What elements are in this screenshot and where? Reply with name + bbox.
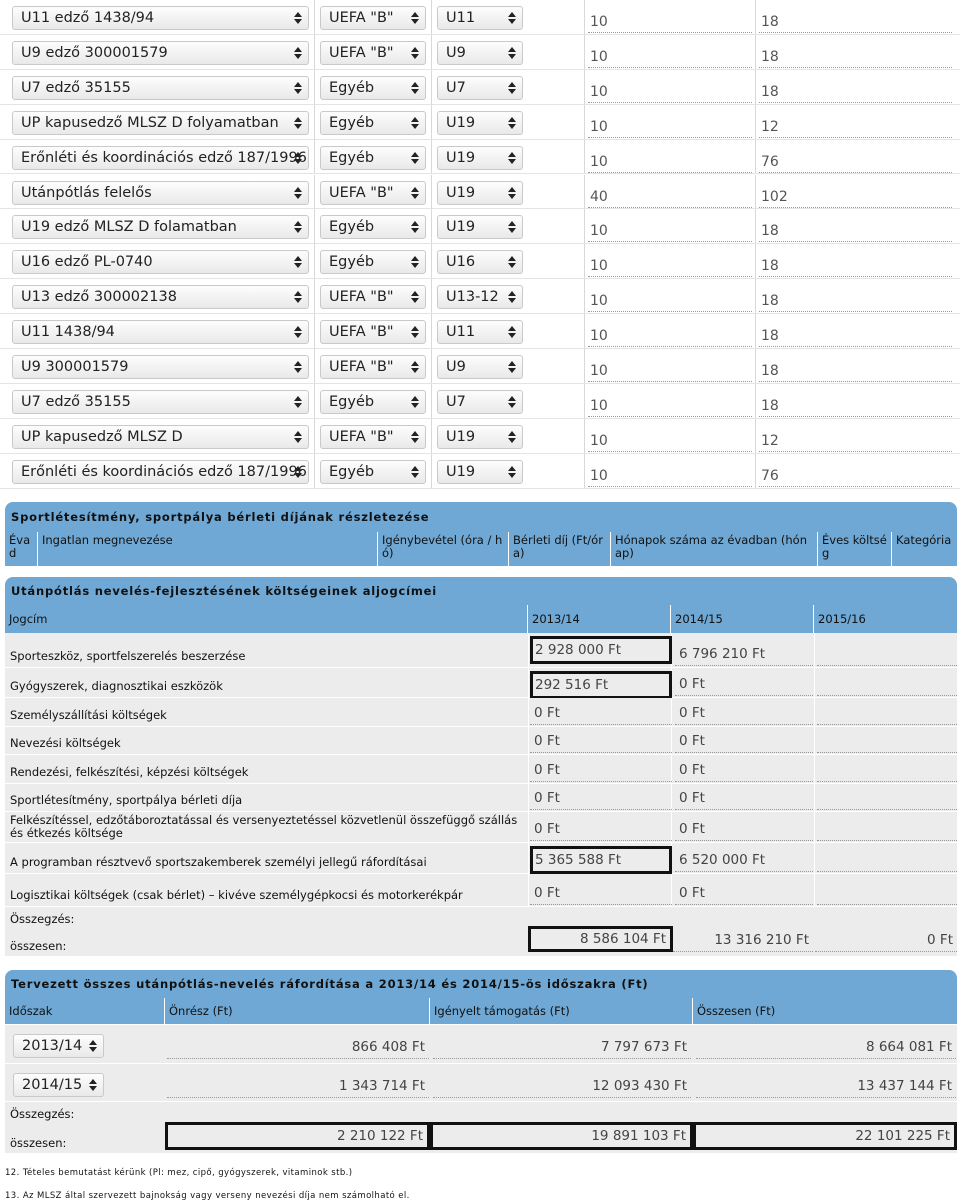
chevron-updown-icon bbox=[508, 11, 516, 25]
rate-input[interactable]: 12 bbox=[759, 117, 952, 138]
role-select-value: U11 edző 1438/94 bbox=[21, 10, 155, 26]
chevron-updown-icon bbox=[411, 465, 419, 479]
age-group-select[interactable] bbox=[437, 6, 523, 30]
license-select[interactable] bbox=[320, 76, 426, 100]
age-group-select[interactable] bbox=[437, 111, 523, 135]
coach-row bbox=[0, 419, 960, 454]
license-select-value: UEFA "B" bbox=[329, 324, 394, 341]
costs-header-2015: 2015/16 bbox=[814, 605, 957, 633]
cost-2015-input[interactable] bbox=[817, 788, 957, 810]
chevron-updown-icon bbox=[294, 220, 302, 234]
chevron-updown-icon bbox=[508, 220, 516, 234]
planned-total-sum: 22 101 225 Ft bbox=[693, 1122, 957, 1150]
planned-total-label: összesen: bbox=[10, 1136, 67, 1150]
license-select-value: Egyéb bbox=[329, 149, 375, 166]
chevron-updown-icon bbox=[411, 46, 419, 60]
hours-input[interactable]: 10 bbox=[588, 117, 752, 138]
cost-2014-input[interactable]: 0 Ft bbox=[675, 731, 813, 753]
period-select[interactable] bbox=[13, 1073, 104, 1097]
age-group-select[interactable] bbox=[437, 285, 523, 309]
age-group-select[interactable] bbox=[437, 181, 523, 205]
planned-header-period: Időszak bbox=[5, 998, 165, 1024]
rate-input[interactable]: 76 bbox=[759, 152, 952, 173]
hours-input[interactable]: 10 bbox=[588, 466, 752, 487]
planned-summary-label: Összegzés: bbox=[10, 1107, 75, 1121]
cost-2013-input[interactable]: 0 Ft bbox=[530, 760, 672, 782]
cost-2014-input[interactable]: 0 Ft bbox=[675, 703, 813, 725]
license-select[interactable] bbox=[320, 215, 426, 239]
age-group-select[interactable] bbox=[437, 76, 523, 100]
cost-row bbox=[5, 812, 957, 843]
cost-2015-input[interactable] bbox=[817, 703, 957, 725]
footnote-13: 13. Az MLSZ által szervezett bajnokság vagy verseny nevezési díja nem számolható el. bbox=[5, 1191, 410, 1201]
cost-row bbox=[5, 633, 957, 668]
age-group-select-value: U7 bbox=[446, 393, 466, 410]
cost-2013-input[interactable]: 2 928 000 Ft bbox=[530, 636, 672, 664]
coach-row bbox=[0, 454, 960, 489]
facility-header-months: Hónapok száma az évadban (hónap) bbox=[611, 532, 818, 566]
rate-input[interactable]: 18 bbox=[759, 396, 952, 417]
chevron-updown-icon bbox=[508, 465, 516, 479]
role-select[interactable] bbox=[12, 460, 309, 484]
rate-input[interactable]: 12 bbox=[759, 431, 952, 452]
facility-header-annual-cost: Éves költség bbox=[818, 532, 892, 566]
chevron-updown-icon bbox=[508, 360, 516, 374]
cost-2014-input[interactable]: 0 Ft bbox=[675, 760, 813, 782]
age-group-select[interactable] bbox=[437, 425, 523, 449]
role-select[interactable] bbox=[12, 76, 309, 100]
facility-section-title: Sportlétesítmény, sportpálya bérleti díjának részletezése bbox=[5, 502, 957, 532]
age-group-select-value: U16 bbox=[446, 254, 476, 271]
hours-input[interactable]: 10 bbox=[588, 82, 752, 103]
age-group-select-value: U9 bbox=[446, 44, 466, 61]
costs-header-jogcim: Jogcím bbox=[5, 605, 528, 633]
role-select[interactable] bbox=[12, 425, 309, 449]
cost-row bbox=[5, 874, 957, 907]
facility-header-season: Évad bbox=[5, 532, 38, 566]
rate-input[interactable]: 76 bbox=[759, 466, 952, 487]
rate-input[interactable]: 18 bbox=[759, 361, 952, 382]
planned-total-own: 2 210 122 Ft bbox=[165, 1122, 430, 1150]
coach-row bbox=[0, 209, 960, 244]
chevron-updown-icon bbox=[411, 11, 419, 25]
cost-2014-input[interactable]: 0 Ft bbox=[675, 674, 813, 696]
role-select-value: U9 edző 300001579 bbox=[21, 44, 168, 61]
role-select-value: Erőnléti és koordinációs edző 187/1996 bbox=[21, 149, 307, 166]
hours-input[interactable]: 10 bbox=[588, 256, 752, 277]
role-select-value: U7 edző 35155 bbox=[21, 393, 131, 410]
age-group-select[interactable] bbox=[437, 146, 523, 170]
cost-row-label: A programban résztvevő sportszakemberek személyi jellegű ráfordításai bbox=[10, 855, 427, 869]
hours-input[interactable]: 10 bbox=[588, 221, 752, 242]
planned-header-row bbox=[5, 998, 957, 1024]
costs-summary-label: Összegzés: bbox=[10, 912, 75, 926]
license-select-value: Egyéb bbox=[329, 79, 375, 96]
rate-input[interactable]: 18 bbox=[759, 12, 952, 33]
cost-row bbox=[5, 668, 957, 698]
age-group-select-value: U11 bbox=[446, 10, 476, 26]
costs-header-row bbox=[5, 605, 957, 633]
coach-row bbox=[0, 35, 960, 70]
chevron-updown-icon bbox=[294, 151, 302, 165]
cost-2013-input[interactable]: 292 516 Ft bbox=[530, 671, 672, 699]
chevron-updown-icon bbox=[411, 186, 419, 200]
chevron-updown-icon bbox=[89, 1039, 97, 1053]
chevron-updown-icon bbox=[508, 81, 516, 95]
cost-row-label: Nevezési költségek bbox=[10, 736, 121, 750]
cost-2013-input[interactable]: 0 Ft bbox=[530, 788, 672, 810]
age-group-select[interactable] bbox=[437, 320, 523, 344]
role-select[interactable] bbox=[12, 6, 309, 30]
cost-2013-input[interactable]: 0 Ft bbox=[530, 731, 672, 753]
cost-2014-input[interactable]: 6 796 210 Ft bbox=[675, 644, 813, 666]
role-select[interactable] bbox=[12, 111, 309, 135]
cost-2014-input[interactable]: 0 Ft bbox=[675, 819, 813, 841]
hours-input[interactable]: 10 bbox=[588, 291, 752, 312]
cost-row-label: Felkészítéssel, edzőtáboroztatással és versenyeztetéssel közvetlenül összefüggő szállás és étkezés költsége bbox=[10, 813, 518, 840]
cost-row bbox=[5, 843, 957, 874]
age-group-select[interactable] bbox=[437, 250, 523, 274]
chevron-updown-icon bbox=[411, 360, 419, 374]
role-select-value: U16 edző PL-0740 bbox=[21, 254, 153, 271]
cost-2015-input[interactable] bbox=[817, 850, 957, 872]
own-contribution-input[interactable]: 866 408 Ft bbox=[167, 1037, 429, 1059]
facility-header-rent: Bérleti díj (Ft/óra) bbox=[509, 532, 611, 566]
cost-2014-input[interactable]: 6 520 000 Ft bbox=[675, 850, 813, 872]
age-group-select-value: U7 bbox=[446, 79, 466, 96]
license-select-value: UEFA "B" bbox=[329, 44, 394, 61]
age-group-select-value: U19 bbox=[446, 463, 476, 480]
cost-row-label: Személyszállítási költségek bbox=[10, 708, 167, 722]
chevron-updown-icon bbox=[294, 395, 302, 409]
coach-row bbox=[0, 0, 960, 35]
license-select-value: Egyéb bbox=[329, 393, 375, 410]
chevron-updown-icon bbox=[294, 430, 302, 444]
hours-input[interactable]: 10 bbox=[588, 326, 752, 347]
requested-support-input[interactable]: 7 797 673 Ft bbox=[433, 1037, 691, 1059]
role-select-value: U9 300001579 bbox=[21, 359, 129, 375]
cost-2013-input[interactable]: 5 365 588 Ft bbox=[530, 846, 672, 874]
age-group-select-value: U19 bbox=[446, 149, 476, 166]
footnote-12: 12. Tételes bemutatást kérünk (Pl: mez, cipő, gyógyszerek, vitaminok stb.) bbox=[5, 1168, 353, 1178]
license-select[interactable] bbox=[320, 111, 426, 135]
cost-2015-input[interactable] bbox=[817, 731, 957, 753]
chevron-updown-icon bbox=[294, 186, 302, 200]
chevron-updown-icon bbox=[294, 325, 302, 339]
chevron-updown-icon bbox=[411, 430, 419, 444]
license-select[interactable] bbox=[320, 146, 426, 170]
cost-row bbox=[5, 698, 957, 727]
coach-row bbox=[0, 314, 960, 349]
requested-support-input[interactable]: 12 093 430 Ft bbox=[433, 1076, 691, 1098]
coach-row bbox=[0, 384, 960, 419]
costs-summary-row bbox=[5, 907, 957, 957]
role-select-value: U19 edző MLSZ D folamatban bbox=[21, 219, 237, 236]
license-select-value: Egyéb bbox=[329, 463, 375, 480]
license-select[interactable] bbox=[320, 6, 426, 30]
chevron-updown-icon bbox=[508, 430, 516, 444]
chevron-updown-icon bbox=[411, 255, 419, 269]
license-select[interactable] bbox=[320, 425, 426, 449]
cost-row bbox=[5, 755, 957, 784]
costs-total-2013: 8 586 104 Ft bbox=[528, 926, 673, 952]
license-select[interactable] bbox=[320, 250, 426, 274]
role-select[interactable] bbox=[12, 250, 309, 274]
costs-total-2015: 0 Ft bbox=[815, 930, 957, 952]
license-select[interactable] bbox=[320, 181, 426, 205]
facility-header-property: Ingatlan megnevezése bbox=[38, 532, 378, 566]
chevron-updown-icon bbox=[508, 116, 516, 130]
license-select[interactable] bbox=[320, 390, 426, 414]
age-group-select-value: U19 bbox=[446, 219, 476, 236]
facility-header-category: Kategória bbox=[892, 532, 957, 566]
role-select[interactable] bbox=[12, 146, 309, 170]
license-select-value: UEFA "B" bbox=[329, 428, 394, 445]
cost-row bbox=[5, 727, 957, 755]
planned-summary-row bbox=[5, 1102, 957, 1154]
chevron-updown-icon bbox=[411, 151, 419, 165]
chevron-updown-icon bbox=[411, 290, 419, 304]
license-select-value: UEFA "B" bbox=[329, 289, 394, 306]
hours-input[interactable]: 10 bbox=[588, 47, 752, 68]
chevron-updown-icon bbox=[294, 11, 302, 25]
coach-row bbox=[0, 279, 960, 314]
period-select-value: 2014/15 bbox=[22, 1077, 83, 1093]
chevron-updown-icon bbox=[508, 395, 516, 409]
cost-2015-input[interactable] bbox=[817, 674, 957, 696]
planned-total-requested: 19 891 103 Ft bbox=[430, 1122, 693, 1150]
planned-total-input[interactable]: 13 437 144 Ft bbox=[696, 1076, 956, 1098]
cost-2015-input[interactable] bbox=[817, 644, 957, 666]
cost-row-label: Logisztikai költségek (csak bérlet) – kivéve személygépkocsi és motorkerékpár bbox=[10, 888, 463, 902]
role-select-value: UP kapusedző MLSZ D bbox=[21, 428, 183, 445]
chevron-updown-icon bbox=[89, 1078, 97, 1092]
license-select[interactable] bbox=[320, 285, 426, 309]
cost-2015-input[interactable] bbox=[817, 819, 957, 841]
license-select-value: Egyéb bbox=[329, 114, 375, 131]
age-group-select[interactable] bbox=[437, 41, 523, 65]
role-select-value: UP kapusedző MLSZ D folyamatban bbox=[21, 114, 279, 131]
costs-total-label: összesen: bbox=[10, 939, 67, 953]
rate-input[interactable]: 18 bbox=[759, 82, 952, 103]
chevron-updown-icon bbox=[294, 46, 302, 60]
costs-total-2014: 13 316 210 Ft bbox=[673, 930, 813, 952]
cost-row-label: Sporteszköz, sportfelszerelés beszerzése bbox=[10, 649, 246, 663]
chevron-updown-icon bbox=[508, 46, 516, 60]
coach-row bbox=[0, 140, 960, 175]
coach-row bbox=[0, 349, 960, 384]
hours-input[interactable]: 10 bbox=[588, 396, 752, 417]
costs-header-2013: 2013/14 bbox=[528, 605, 671, 633]
role-select-value: U7 edző 35155 bbox=[21, 79, 131, 96]
age-group-select[interactable] bbox=[437, 390, 523, 414]
role-select[interactable] bbox=[12, 181, 309, 205]
facility-header-usage: Igénybevétel (óra / hó) bbox=[378, 532, 509, 566]
chevron-updown-icon bbox=[294, 81, 302, 95]
cost-2015-input[interactable] bbox=[817, 760, 957, 782]
license-select[interactable] bbox=[320, 320, 426, 344]
rate-input[interactable]: 18 bbox=[759, 221, 952, 242]
role-select-value: U13 edző 300002138 bbox=[21, 289, 177, 306]
rate-input[interactable]: 18 bbox=[759, 47, 952, 68]
chevron-updown-icon bbox=[294, 360, 302, 374]
planned-header-requested: Igényelt támogatás (Ft) bbox=[430, 998, 693, 1024]
age-group-select[interactable] bbox=[437, 215, 523, 239]
age-group-select-value: U11 bbox=[446, 324, 476, 341]
chevron-updown-icon bbox=[411, 325, 419, 339]
facility-header-row bbox=[5, 532, 957, 566]
license-select-value: UEFA "B" bbox=[329, 10, 394, 26]
planned-header-own: Önrész (Ft) bbox=[165, 998, 430, 1024]
role-select[interactable] bbox=[12, 41, 309, 65]
chevron-updown-icon bbox=[294, 465, 302, 479]
cost-2013-input[interactable]: 0 Ft bbox=[530, 703, 672, 725]
rate-input[interactable]: 18 bbox=[759, 256, 952, 277]
cost-row bbox=[5, 784, 957, 812]
cost-2014-input[interactable]: 0 Ft bbox=[675, 788, 813, 810]
coach-row bbox=[0, 175, 960, 210]
costs-header-2014: 2014/15 bbox=[671, 605, 814, 633]
age-group-select[interactable] bbox=[437, 460, 523, 484]
age-group-select-value: U19 bbox=[446, 114, 476, 131]
chevron-updown-icon bbox=[411, 220, 419, 234]
planned-row bbox=[5, 1064, 957, 1102]
chevron-updown-icon bbox=[294, 290, 302, 304]
planned-total-input[interactable]: 8 664 081 Ft bbox=[696, 1037, 956, 1059]
role-select-value: U11 1438/94 bbox=[21, 324, 115, 341]
license-select[interactable] bbox=[320, 460, 426, 484]
role-select[interactable] bbox=[12, 215, 309, 239]
hours-input[interactable]: 10 bbox=[588, 152, 752, 173]
hours-input[interactable]: 40 bbox=[588, 187, 752, 208]
age-group-select-value: U13-12 bbox=[446, 289, 499, 306]
license-select[interactable] bbox=[320, 41, 426, 65]
age-group-select-value: U19 bbox=[446, 184, 476, 201]
chevron-updown-icon bbox=[411, 81, 419, 95]
planned-header-total: Összesen (Ft) bbox=[693, 998, 957, 1024]
age-group-select-value: U19 bbox=[446, 428, 476, 445]
chevron-updown-icon bbox=[411, 116, 419, 130]
own-contribution-input[interactable]: 1 343 714 Ft bbox=[167, 1076, 429, 1098]
coach-row bbox=[0, 105, 960, 140]
cost-row-label: Rendezési, felkészítési, képzési költségek bbox=[10, 765, 249, 779]
age-group-select[interactable] bbox=[437, 355, 523, 379]
role-select[interactable] bbox=[12, 390, 309, 414]
cost-row-label: Sportlétesítmény, sportpálya bérleti díja bbox=[10, 793, 243, 807]
role-select[interactable] bbox=[12, 355, 309, 379]
rate-input[interactable]: 18 bbox=[759, 326, 952, 347]
role-select[interactable] bbox=[12, 285, 309, 309]
chevron-updown-icon bbox=[508, 186, 516, 200]
hours-input[interactable]: 10 bbox=[588, 12, 752, 33]
coach-row bbox=[0, 70, 960, 105]
license-select-value: Egyéb bbox=[329, 219, 375, 236]
coach-row bbox=[0, 244, 960, 279]
license-select-value: UEFA "B" bbox=[329, 184, 394, 201]
license-select[interactable] bbox=[320, 355, 426, 379]
chevron-updown-icon bbox=[294, 255, 302, 269]
rate-input[interactable]: 18 bbox=[759, 291, 952, 312]
role-select-value: Erőnléti és koordinációs edző 187/1996 bbox=[21, 463, 307, 480]
period-select-value: 2013/14 bbox=[22, 1038, 83, 1054]
license-select-value: UEFA "B" bbox=[329, 359, 394, 375]
cost-row-label: Gyógyszerek, diagnosztikai eszközök bbox=[10, 679, 223, 693]
chevron-updown-icon bbox=[508, 325, 516, 339]
rate-input[interactable]: 102 bbox=[759, 187, 952, 208]
planned-row bbox=[5, 1025, 957, 1064]
license-select-value: Egyéb bbox=[329, 254, 375, 271]
costs-section-title: Utánpótlás nevelés-fejlesztésének költségeinek aljogcímei bbox=[5, 577, 957, 605]
cost-2013-input[interactable]: 0 Ft bbox=[530, 819, 672, 841]
age-group-select-value: U9 bbox=[446, 359, 466, 375]
cost-2015-input[interactable] bbox=[817, 883, 957, 905]
chevron-updown-icon bbox=[294, 116, 302, 130]
cost-2013-input[interactable]: 0 Ft bbox=[530, 883, 672, 905]
cost-2014-input[interactable]: 0 Ft bbox=[675, 883, 813, 905]
hours-input[interactable]: 10 bbox=[588, 361, 752, 382]
role-select-value: Utánpótlás felelős bbox=[21, 184, 152, 201]
chevron-updown-icon bbox=[508, 255, 516, 269]
role-select[interactable] bbox=[12, 320, 309, 344]
chevron-updown-icon bbox=[508, 290, 516, 304]
chevron-updown-icon bbox=[411, 395, 419, 409]
chevron-updown-icon bbox=[508, 151, 516, 165]
period-select[interactable] bbox=[13, 1034, 104, 1058]
planned-section-title: Tervezett összes utánpótlás-nevelés ráfordítása a 2013/14 és 2014/15-ös időszakra (Ft) bbox=[5, 970, 957, 998]
hours-input[interactable]: 10 bbox=[588, 431, 752, 452]
